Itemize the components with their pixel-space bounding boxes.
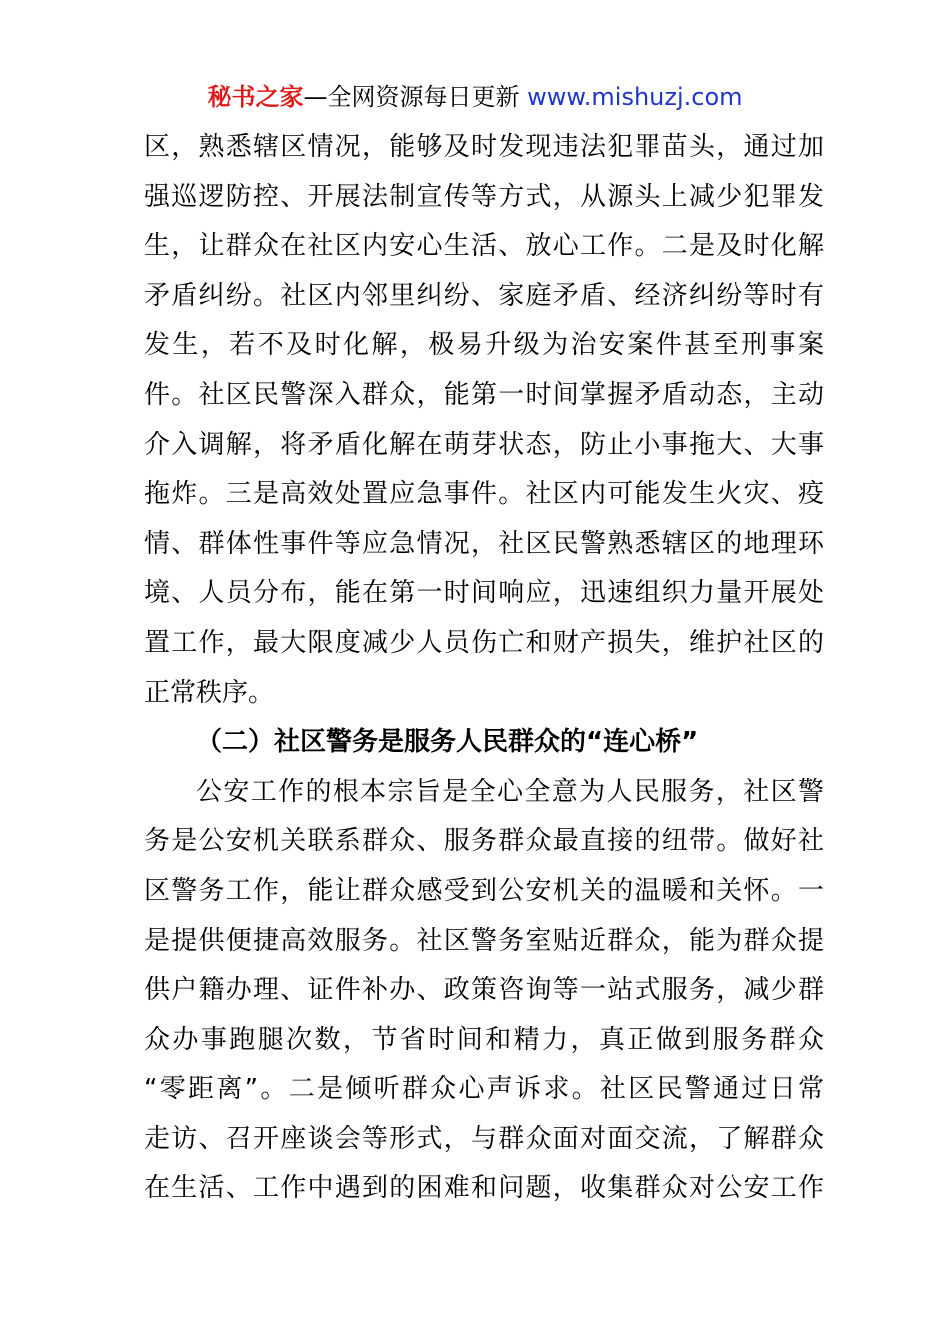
paragraph-line: 区警务工作，能让群众感受到公安机关的温暖和关怀。一 (144, 875, 824, 906)
paragraph-line: 情、群体性事件等应急情况，社区民警熟悉辖区的地理环 (144, 528, 824, 559)
paragraph-line: 是提供便捷高效服务。社区警务室贴近群众，能为群众提 (144, 925, 824, 956)
paragraph-line: 正常秩序。 (144, 677, 275, 708)
section-heading: （二）社区警务是服务人民群众的“连心桥” (196, 727, 699, 758)
header-dash: — (303, 83, 328, 111)
paragraph-line: 生，让群众在社区内安心生活、放心工作。二是及时化解 (144, 231, 824, 262)
paragraph-line: 走访、召开座谈会等形式，与群众面对面交流，了解群众 (144, 1123, 824, 1154)
paragraph-line: 强巡逻防控、开展法制宣传等方式，从源头上减少犯罪发 (144, 181, 824, 212)
watermark-header (0, 80, 950, 114)
brand-name: 秘书之家 (207, 83, 304, 111)
paragraph-line: 介入调解，将矛盾化解在萌芽状态，防止小事拖大、大事 (144, 429, 824, 460)
paragraph-line: 境、人员分布，能在第一时间响应，迅速组织力量开展处 (144, 578, 824, 609)
paragraph-line: 置工作，最大限度减少人员伤亡和财产损失，维护社区的 (144, 627, 824, 658)
header-slogan: 全网资源每日更新 (327, 83, 520, 111)
paragraph-line: 发生，若不及时化解，极易升级为治安案件甚至刑事案 (144, 330, 824, 361)
paragraph-line: 务是公安机关联系群众、服务群众最直接的纽带。做好社 (144, 826, 824, 857)
header-url: www.mishuzj.com (527, 83, 743, 111)
paragraph-line: 件。社区民警深入群众，能第一时间掌握矛盾动态，主动 (144, 379, 824, 410)
paragraph-line: 区，熟悉辖区情况，能够及时发现违法犯罪苗头，通过加 (144, 132, 824, 162)
paragraph-line: 拖炸。三是高效处置应急事件。社区内可能发生火灾、疫 (144, 479, 824, 510)
paragraph-line: 在生活、工作中遇到的困难和问题，收集群众对公安工作 (144, 1173, 824, 1204)
paragraph-line: 供户籍办理、证件补办、政策咨询等一站式服务，减少群 (144, 975, 824, 1006)
document-body (144, 123, 824, 1214)
paragraph-line: 公安工作的根本宗旨是全心全意为人民服务，社区警 (196, 776, 824, 807)
paragraph-line: “零距离”。二是倾听群众心声诉求。社区民警通过日常 (144, 1074, 824, 1105)
paragraph-line: 众办事跑腿次数，节省时间和精力，真正做到服务群众 (144, 1024, 824, 1055)
paragraph-line: 矛盾纠纷。社区内邻里纠纷、家庭矛盾、经济纠纷等时有 (144, 280, 824, 311)
